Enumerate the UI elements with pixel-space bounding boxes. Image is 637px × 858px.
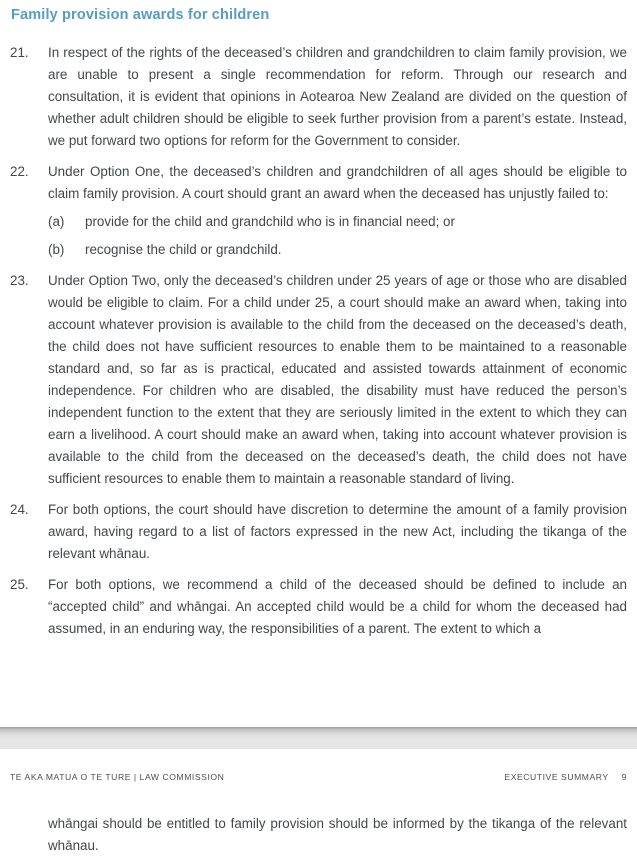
paragraph-number: 23. [10, 273, 29, 288]
page-separator [0, 727, 637, 749]
paragraph-24 [10, 499, 627, 565]
paragraph-number: 21. [10, 45, 29, 60]
paragraph-25 [10, 574, 627, 640]
document-page-next [0, 749, 637, 858]
continuation-text: whāngai should be entitled to family provision should be informed by the tikanga of the relevant whānau. [48, 816, 627, 853]
continuation-paragraph [48, 813, 627, 857]
list-item-text: recognise the child or grandchild. [85, 242, 282, 257]
paragraph-number: 25. [10, 577, 29, 592]
list-item-label: (b) [48, 242, 65, 257]
running-header-left: TE AKA MATUA O TE TURE | LAW COMMISSION [10, 772, 225, 782]
paragraph-text: Under Option One, the deceased’s children and grandchildren of all ages should be eligible to claim family provision. A court should grant an award when the deceased has unjustly failed to: [48, 164, 627, 201]
paragraph-text: For both options, we recommend a child of the deceased should be defined to include an “accepted child” and whāngai. An accepted child would be a child for whom the deceased had assumed, in an enduring way, the responsibilities of a parent. The extent to which a [48, 577, 627, 636]
running-header [10, 772, 627, 782]
paragraph-text: Under Option Two, only the deceased’s children under 25 years of age or those who are disabled would be eligible to claim. For a child under 25, a court should make an award when, taking into account whatever provision is available to the child from the deceased on the deceased’s death, the child does not have sufficient resources to enable them to be maintained to a reasonable standard and, so far as is practical, educated and assisted towards attainment of economic independence. For children who are disabled, the disability must have reduced the person’s independent function to the extent that they are seriously limited in the extent to which they can earn a livelihood. A court should make an award when, taking into account whatever provision is available to the child from the deceased on the deceased’s death, the child does not have sufficient resources to enable them to maintain a reasonable standard of living. [48, 273, 627, 486]
paragraph-23 [10, 270, 627, 490]
section-heading: Family provision awards for children [11, 7, 270, 23]
paragraph-number: 24. [10, 502, 29, 517]
running-header-right [504, 772, 627, 782]
list-item-b [48, 239, 627, 261]
list-item-text: provide for the child and grandchild who is in financial need; or [85, 214, 455, 229]
paragraph-text: In respect of the rights of the deceased’s children and grandchildren to claim family provision, we are unable to present a single recommendation for reform. Through our research and consultation, it is evident that opinions in Aotearoa New Zealand are divided on the question of whether adult children should be eligible to seek further provision from a parent’s estate. Instead, we put forward two options for reform for the Government to consider. [48, 45, 627, 148]
running-header-section: EXECUTIVE SUMMARY [504, 772, 609, 782]
page-number: 9 [621, 772, 627, 782]
paragraph-22 [10, 161, 627, 261]
list-item-a [48, 211, 627, 233]
paragraph-21 [10, 42, 627, 152]
paragraph-text: For both options, the court should have discretion to determine the amount of a family provision award, having regard to a list of factors expressed in the new Act, including the tikanga of the relevant whānau. [48, 502, 627, 561]
paragraph-number: 22. [10, 164, 29, 179]
list-item-label: (a) [48, 214, 65, 229]
